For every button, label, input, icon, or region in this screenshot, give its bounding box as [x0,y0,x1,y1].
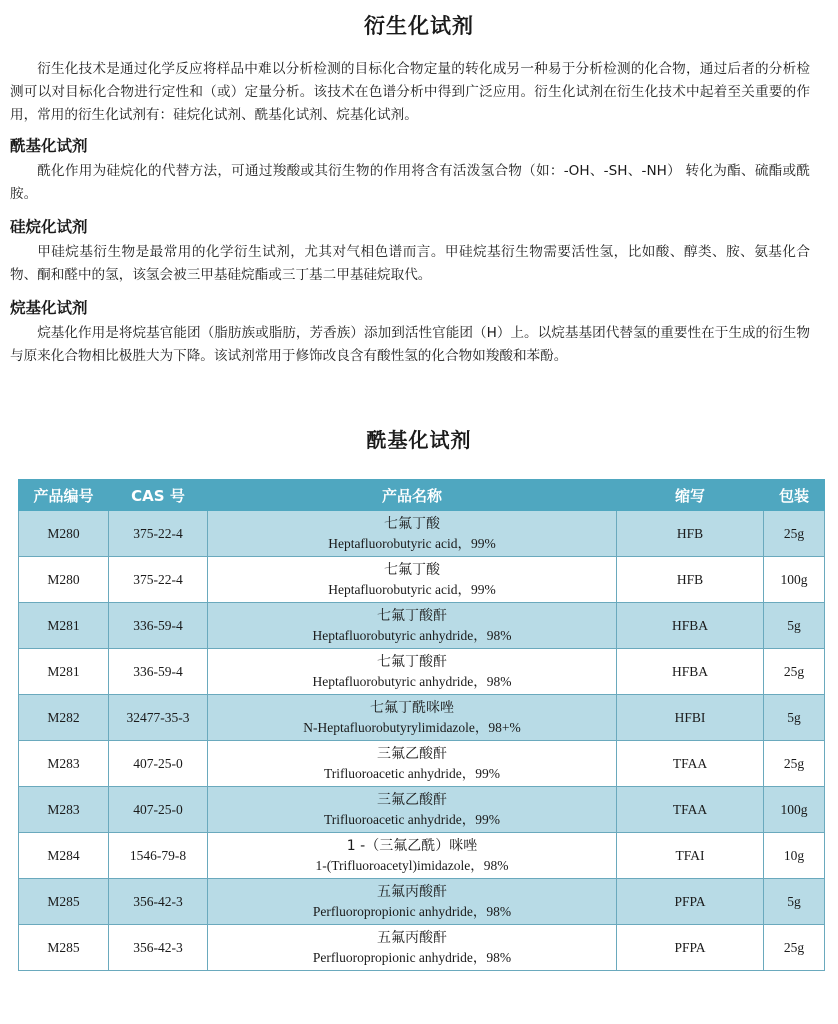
cell-product-name [208,695,617,741]
table-row [19,833,825,879]
cell-cas-number: 375-22-4 [109,511,208,557]
product-name-chinese: 五氟丙酸酐 [377,929,447,946]
header-product-name: 产品名称 [208,480,617,511]
header-product-code: 产品编号 [19,480,109,511]
cell-abbreviation: HFBI [617,695,764,741]
header-cas-number: CAS 号 [109,480,208,511]
cell-product-code: M280 [19,511,109,557]
section-heading-silylation: 硅烷化试剂 [10,218,88,236]
cell-abbreviation: PFPA [617,925,764,971]
product-name-chinese: 五氟丙酸酐 [377,883,447,900]
cell-abbreviation: HFB [617,557,764,603]
product-name-english: Perfluoropropionic anhydride，98% [312,949,512,965]
product-name-english: Perfluoropropionic anhydride，98% [312,903,512,919]
cell-product-name [208,833,617,879]
table-row [19,649,825,695]
cell-product-code: M284 [19,833,109,879]
cell-product-code: M280 [19,557,109,603]
cell-cas-number: 407-25-0 [109,787,208,833]
cell-product-code: M285 [19,879,109,925]
cell-package: 5g [764,695,825,741]
cell-abbreviation: HFBA [617,649,764,695]
product-name-english: 1-(Trifluoroacetyl)imidazole，98% [315,857,509,873]
product-name-english: Heptafluorobutyric anhydride，98% [312,673,512,689]
header-package: 包装 [764,480,825,511]
cell-package: 25g [764,741,825,787]
cell-product-code: M285 [19,925,109,971]
cell-cas-number: 356-42-3 [109,925,208,971]
table-row [19,741,825,787]
cell-cas-number: 1546-79-8 [109,833,208,879]
cell-product-name [208,925,617,971]
cell-product-name [208,511,617,557]
cell-abbreviation: TFAA [617,741,764,787]
cell-product-name [208,649,617,695]
cell-product-code: M283 [19,741,109,787]
intro-paragraph: 衍生化技术是通过化学反应将样品中难以分析检测的目标化合物定量的转化成另一种易于分析检测的化合物，通过后者的分析检测可以对目标化合物进行定性和（或）定量分析。该技术在色谱分析中得到广泛应用。衍生化试剂在衍生化技术中起着至关重要的作用，常用的衍生化试剂有：硅烷化试剂、酰基化试剂、烷基化试剂。 [10,61,810,123]
cell-product-code: M282 [19,695,109,741]
cell-package: 25g [764,511,825,557]
product-name-chinese: 七氟丁酸 [384,515,440,532]
product-table [18,479,825,971]
cell-package: 5g [764,879,825,925]
product-name-chinese: 三氟乙酸酐 [377,745,447,762]
product-name-english: Heptafluorobutyric acid，99% [328,535,496,551]
table-row [19,925,825,971]
cell-package: 25g [764,649,825,695]
cell-package: 5g [764,603,825,649]
table-title: 酰基化试剂 [366,428,472,452]
cell-cas-number: 32477-35-3 [109,695,208,741]
cell-package: 100g [764,557,825,603]
product-name-english: Trifluoroacetic anhydride，99% [323,811,501,827]
cell-product-name [208,603,617,649]
product-name-chinese: 1 -（三氟乙酰）咪唑 [346,837,478,854]
cell-abbreviation: TFAI [617,833,764,879]
cell-package: 25g [764,925,825,971]
table-row [19,695,825,741]
product-name-chinese: 七氟丁酰咪唑 [370,699,454,716]
product-name-chinese: 七氟丁酸酐 [377,653,447,670]
cell-package: 10g [764,833,825,879]
cell-abbreviation: HFB [617,511,764,557]
section-heading-acylation: 酰基化试剂 [10,137,88,155]
product-name-english: Heptafluorobutyric acid，99% [328,581,496,597]
cell-product-name [208,879,617,925]
table-row [19,787,825,833]
cell-cas-number: 407-25-0 [109,741,208,787]
section-text-alkylation: 烷基化作用是将烷基官能团（脂肪族或脂肪，芳香族）添加到活性官能团（H）上。以烷基基团代替氢的重要性在于生成的衍生物与原来化合物相比极胜大为下降。该试剂常用于修饰改良含有酸性氢的化合物如羧酸和苯酚。 [10,325,810,364]
table-body [19,511,825,971]
cell-product-code: M283 [19,787,109,833]
header-abbreviation: 缩写 [617,480,764,511]
section-heading-alkylation: 烷基化试剂 [10,299,88,317]
product-name-english: N-Heptafluorobutyrylimidazole，98+% [303,719,521,735]
cell-product-name [208,787,617,833]
cell-package: 100g [764,787,825,833]
product-name-english: Trifluoroacetic anhydride，99% [323,765,501,781]
section-text-silylation: 甲硅烷基衍生物是最常用的化学衍生试剂，尤其对气相色谱而言。甲硅烷基衍生物需要活性氢，比如酸、醇类、胺、氨基化合物、酮和醛中的氢，该氢会被三甲基硅烷酯或三丁基二甲基硅烷取代。 [10,244,810,283]
table-row [19,557,825,603]
table-row [19,603,825,649]
cell-abbreviation: TFAA [617,787,764,833]
cell-product-name [208,557,617,603]
cell-product-code: M281 [19,603,109,649]
section-text-acylation: 酰化作用为硅烷化的代替方法，可通过羧酸或其衍生物的作用将含有活泼氢合物（如：-OH、-SH、-NH） 转化为酯、硫酯或酰胺。 [10,163,810,202]
product-name-english: Heptafluorobutyric anhydride，98% [312,627,512,643]
cell-cas-number: 336-59-4 [109,649,208,695]
cell-abbreviation: PFPA [617,879,764,925]
cell-product-code: M281 [19,649,109,695]
product-name-chinese: 七氟丁酸酐 [377,607,447,624]
cell-cas-number: 356-42-3 [109,879,208,925]
cell-product-name [208,741,617,787]
table-header-row [19,480,825,511]
product-name-chinese: 三氟乙酸酐 [377,791,447,808]
table-row [19,511,825,557]
cell-abbreviation: HFBA [617,603,764,649]
cell-cas-number: 375-22-4 [109,557,208,603]
page-title: 衍生化试剂 [364,14,474,38]
product-name-chinese: 七氟丁酸 [384,561,440,578]
table-row [19,879,825,925]
cell-cas-number: 336-59-4 [109,603,208,649]
